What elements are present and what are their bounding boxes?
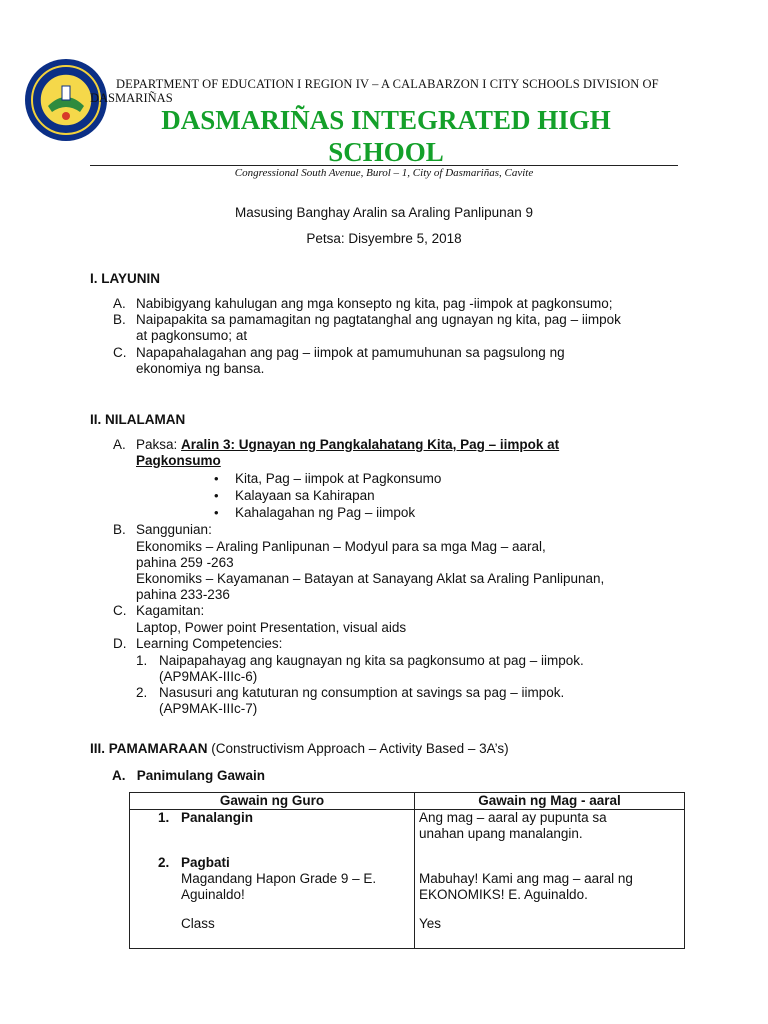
- pamamaraan-note: (Constructivism Approach – Activity Based – 3A’s): [207, 741, 509, 756]
- competency-2-text: Nasusuri ang katuturan ng consumption at savings sa pag – iimpok.: [159, 685, 565, 700]
- guro-cell: [130, 810, 415, 949]
- layunin-b-text-2: at pagkonsumo; at: [136, 328, 248, 343]
- school-name: [86, 104, 686, 168]
- section-layunin-heading: I. LAYUNIN: [90, 271, 161, 286]
- kagamitan-line: Laptop, Power point Presentation, visual aids: [136, 620, 407, 635]
- kagamitan-marker: C.: [113, 603, 127, 618]
- aaral-cell: [415, 810, 685, 949]
- paksa-line: [136, 437, 559, 454]
- table-header-row: [130, 793, 685, 810]
- aaral-line-3: Mabuhay! Kami ang mag – aaral ng: [419, 871, 633, 886]
- layunin-c-marker: C.: [113, 345, 127, 360]
- column-header-aaral: Gawain ng Mag - aaral: [415, 793, 685, 810]
- competencies-marker: D.: [113, 636, 127, 651]
- department-line: DEPARTMENT OF EDUCATION I REGION IV – A CALABARZON I CITY SCHOOLS DIVISION OF: [116, 77, 659, 91]
- sanggunian-line-2: pahina 259 -263: [136, 555, 234, 570]
- guro-greeting-2: Aguinaldo!: [181, 887, 245, 902]
- table-row: [130, 810, 685, 949]
- sanggunian-label: Sanggunian:: [136, 522, 212, 537]
- guro-item-2-title: Pagbati: [181, 855, 230, 870]
- paksa-title-1: Aralin 3: Ugnayan ng Pangkalahatang Kita, Pag – iimpok at: [181, 437, 560, 452]
- department-line-continued: DASMARIÑAS: [90, 91, 173, 105]
- bullet-icon: •: [214, 505, 219, 520]
- competency-1-marker: 1.: [136, 653, 148, 668]
- paksa-marker: A.: [113, 437, 126, 452]
- section-nilalaman-heading: II. NILALAMAN: [90, 412, 186, 427]
- guro-greeting-1: Magandang Hapon Grade 9 – E.: [181, 871, 377, 886]
- document-date: Petsa: Disyembre 5, 2018: [306, 231, 462, 246]
- layunin-b-marker: B.: [113, 312, 126, 327]
- aaral-line-2: unahan upang manalangin.: [419, 826, 583, 841]
- paksa-bullet-1: Kita, Pag – iimpok at Pagkonsumo: [235, 471, 442, 486]
- aaral-line-1: Ang mag – aaral ay pupunta sa: [419, 810, 607, 825]
- layunin-c-text-2: ekonomiya ng bansa.: [136, 361, 265, 376]
- layunin-a-marker: A.: [113, 296, 126, 311]
- paksa-bullet-3: Kahalagahan ng Pag – iimpok: [235, 505, 416, 520]
- document-title: Masusing Banghay Aralin sa Araling Panlipunan 9: [235, 205, 533, 220]
- sanggunian-line-4: pahina 233-236: [136, 587, 230, 602]
- guro-class: Class: [181, 916, 215, 931]
- school-address: Congressional South Avenue, Burol – 1, City of Dasmariñas, Cavite: [234, 167, 534, 179]
- paksa-bullet-2: Kalayaan sa Kahirapan: [235, 488, 375, 503]
- guro-item-2-marker: 2.: [158, 855, 170, 870]
- activity-table: [129, 792, 685, 949]
- section-pamamaraan-heading: [90, 741, 509, 756]
- guro-item-1-title: Panalangin: [181, 810, 254, 825]
- column-header-guro: Gawain ng Guro: [130, 793, 415, 810]
- competency-2-marker: 2.: [136, 685, 148, 700]
- competencies-label: Learning Competencies:: [136, 636, 283, 651]
- competency-2-code: (AP9MAK-IIIc-7): [159, 701, 258, 716]
- guro-item-1-marker: 1.: [158, 810, 170, 825]
- school-name-line2: SCHOOL: [328, 137, 444, 167]
- layunin-c-text-1: Napapahalagahan ang pag – iimpok at pamumuhunan sa pagsulong ng: [136, 345, 565, 360]
- aaral-yes: Yes: [419, 916, 442, 931]
- header-divider: [90, 165, 678, 166]
- competency-1-text: Naipapahayag ang kaugnayan ng kita sa pagkonsumo at pag – iimpok.: [159, 653, 584, 668]
- competency-1-code: (AP9MAK-IIIc-6): [159, 669, 258, 684]
- panimulang-gawain-heading: A. Panimulang Gawain: [112, 768, 266, 783]
- aaral-line-4: EKONOMIKS! E. Aguinaldo.: [419, 887, 588, 902]
- paksa-title-2: Pagkonsumo: [136, 453, 221, 468]
- paksa-label: Paksa:: [136, 437, 182, 452]
- kagamitan-label: Kagamitan:: [136, 603, 205, 618]
- bullet-icon: •: [214, 488, 219, 503]
- pamamaraan-title: III. PAMAMARAAN: [90, 741, 208, 756]
- school-name-line1: DASMARIÑAS INTEGRATED HIGH: [161, 105, 611, 135]
- sanggunian-line-3: Ekonomiks – Kayamanan – Batayan at Sanayang Aklat sa Araling Panlipunan,: [136, 571, 605, 586]
- paksa-line-2: [136, 453, 221, 470]
- layunin-a-text: Nabibigyang kahulugan ang mga konsepto ng kita, pag -iimpok at pagkonsumo;: [136, 296, 613, 311]
- sanggunian-marker: B.: [113, 522, 126, 537]
- layunin-b-text-1: Naipapakita sa pamamagitan ng pagtatanghal ang ugnayan ng kita, pag – iimpok: [136, 312, 621, 327]
- bullet-icon: •: [214, 471, 219, 486]
- sanggunian-line-1: Ekonomiks – Araling Panlipunan – Modyul para sa mga Mag – aaral,: [136, 539, 546, 554]
